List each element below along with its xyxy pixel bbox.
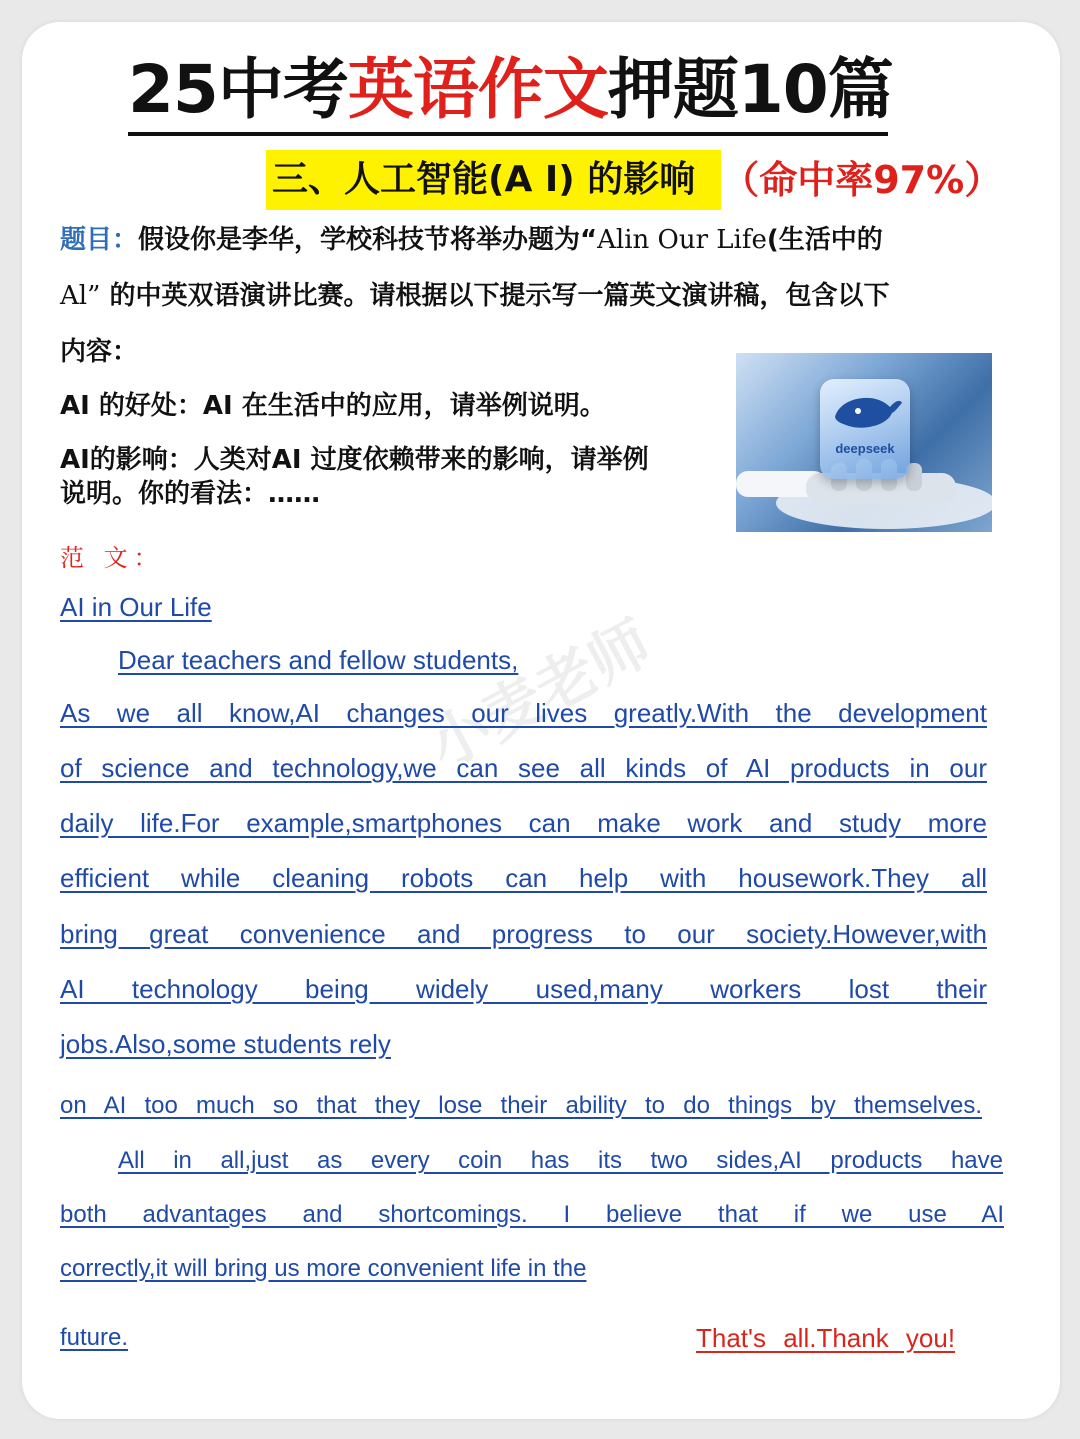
essay-line: As we all know,AI changes our lives greatly.With the development: [60, 698, 987, 728]
title-highlight: 英语作文: [347, 51, 608, 128]
section-heading-text: 三、人工智能(A I) 的影响: [266, 150, 721, 210]
deepseek-logo: [820, 379, 910, 479]
essay-line: of science and technology,we can see all kinds of AI products in our: [60, 753, 987, 783]
essay-line: both advantages and shortcomings. I believe that if we use AI: [60, 1201, 1004, 1228]
essay-closing: That's all.Thank you!: [696, 1323, 956, 1353]
whale-icon: [820, 379, 910, 439]
essay-line: jobs.Also,some students rely: [60, 1029, 391, 1059]
page-title: 25中考英语作文押题10篇: [128, 48, 888, 136]
prompt-point-benefits: AI 的好处：AI 在生活中的应用，请举例说明。: [60, 391, 606, 421]
deepseek-logo-text: deepseek: [835, 441, 895, 456]
essay-line: correctly,it will bring us more convenient life in the: [60, 1255, 587, 1282]
essay-greeting: Dear teachers and fellow students,: [118, 645, 519, 675]
essay-line: efficient while cleaning robots can help with housework.They all: [60, 863, 987, 893]
sample-essay-label: 范 文：: [60, 544, 164, 572]
essay-title: AI in Our Life: [60, 592, 212, 622]
prompt-point-impact-2: 说明。你的看法：……: [60, 479, 321, 509]
essay-line: AI technology being widely used,many workers lost their: [60, 974, 987, 1004]
essay-line: future.: [60, 1324, 129, 1351]
prompt-line-3: 内容：: [60, 337, 139, 367]
prompt-point-impact-1: AI的影响：人类对AI 过度依赖带来的影响，请举例: [60, 445, 649, 475]
ai-robot-hand-image: [736, 353, 992, 532]
hit-rate-badge: （命中率97%）: [721, 158, 1003, 202]
prompt-line-2: Al” 的中英双语演讲比赛。请根据以下提示写一篇英文演讲稿，包含以下: [60, 281, 890, 311]
prompt-label: 题目：: [60, 225, 139, 255]
essay-line: All in all,just as every coin has its two sides,AI products have: [118, 1147, 1003, 1174]
prompt-line-1: 题目：假设你是李华，学校科技节将举办题为“Alin Our Life(生活中的: [60, 225, 883, 255]
essay-line: daily life.For example,smartphones can make work and study more: [60, 808, 987, 838]
section-heading: [266, 150, 1002, 210]
essay-line: on AI too much so that they lose their ability to do things by themselves.: [60, 1092, 982, 1119]
essay-line: bring great convenience and progress to our society.However,with: [60, 919, 987, 949]
